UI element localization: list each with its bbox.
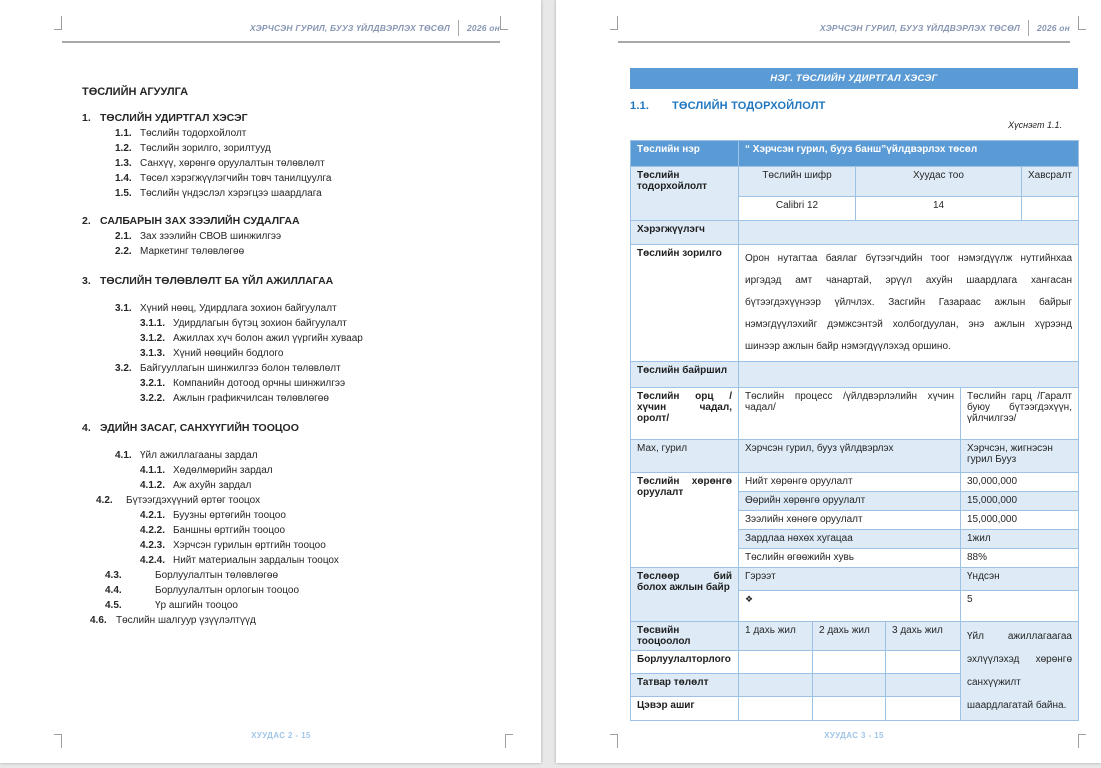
cell-input-label: Төслийн орц /хүчин чадал, оролт/ (631, 388, 739, 440)
toc-item (115, 156, 502, 171)
toc-item (82, 110, 502, 126)
cell-appendix-header: Хавсралт (1022, 167, 1079, 197)
section-title: ТӨСЛИЙН ТОДОРХОЙЛОЛТ (672, 100, 826, 112)
toc-item (140, 316, 502, 331)
toc-item-number: 1. (82, 112, 91, 124)
crop-mark (610, 734, 618, 748)
cell-year1-header: 1 дахь жил (739, 622, 813, 651)
toc-item (140, 391, 502, 406)
crop-mark (1078, 16, 1086, 30)
table-row (631, 568, 1079, 591)
toc-item (105, 583, 502, 598)
cell-empty (739, 697, 813, 721)
toc-item-number: 3.2. (115, 363, 132, 374)
table-row (631, 141, 1079, 167)
toc-item-number: 3.1.1. (140, 318, 166, 329)
cell-base-jobs-header: Үндсэн (961, 568, 1079, 591)
cell-tax-label: Татвар төлөлт (631, 674, 739, 697)
toc-item (115, 361, 502, 376)
table-row (631, 167, 1079, 197)
cell-loan-investment-value: 15,000,000 (961, 511, 1079, 530)
page-header (62, 20, 500, 36)
cell-sales-revenue-label: Борлуулалторлого (631, 651, 739, 674)
cell-empty (813, 697, 886, 721)
toc-item-number: 3.2.2. (140, 393, 166, 404)
toc-item-label: Ажлын графикчилсан төлөвлөгөө (173, 393, 329, 404)
toc-item-label: Удирдлагын бүтэц зохион байгуулалт (173, 318, 347, 329)
toc-item-number: 2.2. (115, 246, 132, 257)
table-of-contents (82, 84, 502, 628)
header-rule (62, 41, 500, 43)
toc-item-number: 1.4. (115, 173, 132, 184)
cell-process-header: Төслийн процесс /үйлдвэрлэлийн хүчин чадал/ (739, 388, 961, 440)
cell-contract-jobs-value: ❖ (739, 591, 961, 622)
toc-item-label: ТӨСЛИЙН УДИРТГАЛ ХЭСЭГ (100, 112, 248, 124)
page-number: ХУУДАС 3 - 15 (824, 731, 884, 740)
cell-location-label: Төслийн байршил (631, 362, 739, 388)
toc-item-number: 4.2.3. (140, 540, 166, 551)
toc-item-label: Аж ахуйн зардал (173, 480, 252, 491)
cell-payback-value: 1жил (961, 530, 1079, 549)
toc-item-number: 1.2. (115, 143, 132, 154)
cell-base-jobs-value: 5 (961, 591, 1079, 622)
header-rule (618, 41, 1070, 43)
toc-item (82, 420, 502, 436)
toc-item-label: ТӨСЛИЙН ТӨЛӨВЛӨЛТ БА ҮЙЛ АЖИЛЛАГАА (100, 275, 334, 287)
toc-item-label: Бүтээгдэхүүний өртөг тооцох (126, 495, 261, 506)
section-heading (630, 100, 826, 112)
table-caption: Хүснэгт 1.1. (1008, 120, 1062, 130)
cell-output-value: Хэрчсэн, жигнэсэн гурил Бууз (961, 440, 1079, 473)
cell-empty (886, 697, 961, 721)
cell-goal-label: Төслийн зорилго (631, 245, 739, 362)
toc-item (115, 126, 502, 141)
toc-item-number: 4.2.2. (140, 525, 166, 536)
toc-item-number: 4.4. (105, 585, 122, 596)
table-row (631, 388, 1079, 440)
toc-item-label: Төслийн тодорхойлолт (140, 128, 247, 139)
cell-empty (813, 651, 886, 674)
crop-mark (505, 734, 513, 748)
toc-item (140, 463, 502, 478)
toc-item-number: 1.1. (115, 128, 132, 139)
page-number: ХУУДАС 2 - 15 (251, 731, 311, 740)
crop-mark (610, 16, 618, 30)
toc-items (82, 110, 502, 628)
toc-item-label: Үр ашгийн тооцоо (155, 600, 238, 611)
cell-own-investment-label: Өөрийн хөрөнгө оруулалт (739, 492, 961, 511)
crop-mark (500, 16, 508, 30)
header-divider (1028, 20, 1029, 36)
toc-item-number: 1.3. (115, 158, 132, 169)
toc-item (90, 613, 502, 628)
toc-item-label: Байгууллагын шинжилгээ болон төлөвлөлт (140, 363, 341, 374)
table-row (631, 362, 1079, 388)
crop-mark (54, 734, 62, 748)
crop-mark (54, 16, 62, 30)
toc-item (140, 553, 502, 568)
cell-project-name-label: Төслийн нэр (631, 141, 739, 167)
toc-item-number: 3. (82, 275, 91, 287)
toc-item-label: Хэрчсэн гурилын өртгийн тооцоо (173, 540, 326, 551)
table-row (631, 221, 1079, 245)
header-divider (458, 20, 459, 36)
header-year: 2026 он (1036, 23, 1070, 33)
toc-item-label: Зах зээлийн СВОВ шинжилгээ (140, 231, 282, 242)
toc-item (115, 244, 502, 259)
cell-empty (739, 674, 813, 697)
cell-empty (886, 651, 961, 674)
toc-item-label: Хүний нөөц, Удирдлага зохион байгуулалт (140, 303, 337, 314)
toc-item-label: Маркетинг төлөвлөгөө (140, 246, 245, 257)
toc-item (105, 568, 502, 583)
toc-item (96, 493, 502, 508)
toc-item (140, 523, 502, 538)
toc-item-number: 3.1.2. (140, 333, 166, 344)
toc-item-label: Борлуулалтын орлогын тооцоо (155, 585, 300, 596)
page-header (618, 20, 1070, 36)
toc-item-number: 4.1. (115, 450, 132, 461)
cell-pages-header: Хуудас тоо (856, 167, 1022, 197)
toc-item-number: 1.5. (115, 188, 132, 199)
cell-own-investment-value: 15,000,000 (961, 492, 1079, 511)
toc-item (140, 478, 502, 493)
toc-item (82, 273, 502, 289)
cell-cipher-header: Төслийн шифр (739, 167, 856, 197)
cell-appendix-value (1022, 197, 1079, 221)
toc-item-label: Үйл ажиллагааны зардал (140, 450, 258, 461)
toc-item (115, 141, 502, 156)
toc-item (115, 301, 502, 316)
toc-item-number: 3.2.1. (140, 378, 166, 389)
toc-item-label: САЛБАРЫН ЗАХ ЗЭЭЛИЙН СУДАЛГАА (100, 215, 300, 227)
toc-item (115, 186, 502, 201)
toc-item (115, 448, 502, 463)
toc-item-number: 4.2.4. (140, 555, 166, 566)
cell-budget-label: Төсвийн тооцоолол (631, 622, 739, 651)
header-title: ХЭРЧСЭН ГУРИЛ, БУУЗ ҮЙЛДВЭРЛЭХ ТӨСӨЛ (249, 23, 450, 33)
cell-definition-label: Төслийн тодорхойлолт (631, 167, 739, 221)
cell-project-name-value: “ Хэрчсэн гурил, бууз банш”үйлдвэрлэх төсөл (739, 141, 1079, 167)
toc-title: ТӨСЛИЙН АГУУЛГА (82, 86, 189, 98)
cell-implementer-value (739, 221, 1079, 245)
cell-total-investment-value: 30,000,000 (961, 473, 1079, 492)
toc-item-number: 3.1. (115, 303, 132, 314)
cell-location-value (739, 362, 1079, 388)
cell-empty (886, 674, 961, 697)
cell-pages-value: 14 (856, 197, 1022, 221)
cell-contract-jobs-header: Гэрээт (739, 568, 961, 591)
cell-cipher-value: Calibri 12 (739, 197, 856, 221)
project-definition-table (630, 140, 1079, 721)
toc-item-label: Нийт материалын зардалын тооцох (173, 555, 339, 566)
toc-item-number: 4.2.1. (140, 510, 166, 521)
toc-item (140, 376, 502, 391)
toc-item-number: 4.5. (105, 600, 122, 611)
toc-item-label: Компанийн дотоод орчны шинжилгээ (173, 378, 346, 389)
table-row (631, 440, 1079, 473)
toc-item-label: Төсөл хэрэгжүүлэгчийн товч танилцуулга (140, 173, 332, 184)
toc-item (140, 331, 502, 346)
cell-total-investment-label: Нийт хөрөнгө оруулалт (739, 473, 961, 492)
toc-item-label: Төслийн шалгуур үзүүлэлтүүд (116, 615, 256, 626)
table-row (631, 245, 1079, 362)
table-row (631, 473, 1079, 492)
toc-item-label: ЭДИЙН ЗАСАГ, САНХҮҮГИЙН ТООЦОО (100, 422, 299, 434)
toc-item-number: 4.1.1. (140, 465, 166, 476)
cell-year3-header: 3 дахь жил (886, 622, 961, 651)
cell-goal-text: Орон нутагтаа баялаг бүтээгчдийн тоог нэмэгдүүлж нутгийнхаа иргэдэд амт чанартай, эрүүл ахуйн шаардлага хангасан бүтээгдэхүүнээр үйлчлэх. Засгийн Газараас ажлын байрыг нэмэгдүүлэхийг дэмжсэнтэй холбогдуулан, энэ ажлын хүрээнд шинээр ажлын байр нэмэгдүүлэхэд оршино. (739, 245, 1079, 362)
toc-item (140, 538, 502, 553)
toc-item-label: Төслийн үндэслэл хэрэгцээ шаардлага (140, 188, 322, 199)
toc-item-number: 2.1. (115, 231, 132, 242)
section-number: 1.1. (630, 100, 650, 112)
page-3 (556, 0, 1101, 763)
cell-output-header: Төслийн гарц /Гаралт буюу бүтээгдэхүүн, үйлчилгээ/ (961, 388, 1079, 440)
toc-item-label: Буузны өртөгийн тооцоо (173, 510, 286, 521)
toc-item-number: 4.1.2. (140, 480, 166, 491)
toc-item (82, 213, 502, 229)
toc-item-number: 4.6. (90, 615, 107, 626)
header-title: ХЭРЧСЭН ГУРИЛ, БУУЗ ҮЙЛДВЭРЛЭХ ТӨСӨЛ (819, 23, 1020, 33)
toc-item-number: 4. (82, 422, 91, 434)
toc-item (140, 508, 502, 523)
cell-funding-note: Үйл ажиллагаагаа эхлүүлэхэд хөрөнгө санхүүжилт шаардлагатай байна. (961, 622, 1079, 721)
toc-item-label: Хүний нөөцийн бодлого (173, 348, 284, 359)
cell-return-rate-value: 88% (961, 549, 1079, 568)
chapter-banner: НЭГ. ТӨСЛИЙН УДИРТГАЛ ХЭСЭГ (630, 68, 1078, 89)
cell-empty (813, 674, 886, 697)
cell-payback-label: Зардлаа нөхөх хугацаа (739, 530, 961, 549)
cell-jobs-label: Төслөөр бий болох ажлын байр (631, 568, 739, 622)
toc-item-label: Төслийн зорилго, зорилтууд (140, 143, 271, 154)
toc-item-label: Санхүү, хөрөнгө оруулалтын төлөвлөлт (140, 158, 325, 169)
toc-item-number: 2. (82, 215, 91, 227)
toc-item-number: 4.3. (105, 570, 122, 581)
cell-input-value: Мах, гурил (631, 440, 739, 473)
toc-item-label: Ажиллах хүч болон ажил үүргийн хуваар (173, 333, 363, 344)
crop-mark (1078, 734, 1086, 748)
page-2 (0, 0, 541, 763)
cell-net-profit-label: Цэвэр ашиг (631, 697, 739, 721)
toc-item-number: 3.1.3. (140, 348, 166, 359)
cell-year2-header: 2 дахь жил (813, 622, 886, 651)
toc-item-label: Баншны өртгийн тооцоо (173, 525, 286, 536)
cell-return-rate-label: Төслийн өгөөжийн хувь (739, 549, 961, 568)
cell-process-value: Хэрчсэн гурил, бууз үйлдвэрлэх (739, 440, 961, 473)
table-row (631, 622, 1079, 651)
cell-loan-investment-label: Зээлийн хөнөгө оруулалт (739, 511, 961, 530)
cell-implementer-label: Хэрэгжүүлэгч (631, 221, 739, 245)
header-year: 2026 он (466, 23, 500, 33)
toc-item (115, 171, 502, 186)
toc-item (115, 229, 502, 244)
toc-item-number: 4.2. (96, 495, 113, 506)
toc-item-label: Хөдөлмөрийн зардал (173, 465, 273, 476)
toc-item (105, 598, 502, 613)
cell-investment-label: Төслийн хөрөнгө оруулалт (631, 473, 739, 568)
toc-item-label: Борлуулалтын төлөвлөгөө (155, 570, 279, 581)
toc-item (140, 346, 502, 361)
cell-empty (739, 651, 813, 674)
